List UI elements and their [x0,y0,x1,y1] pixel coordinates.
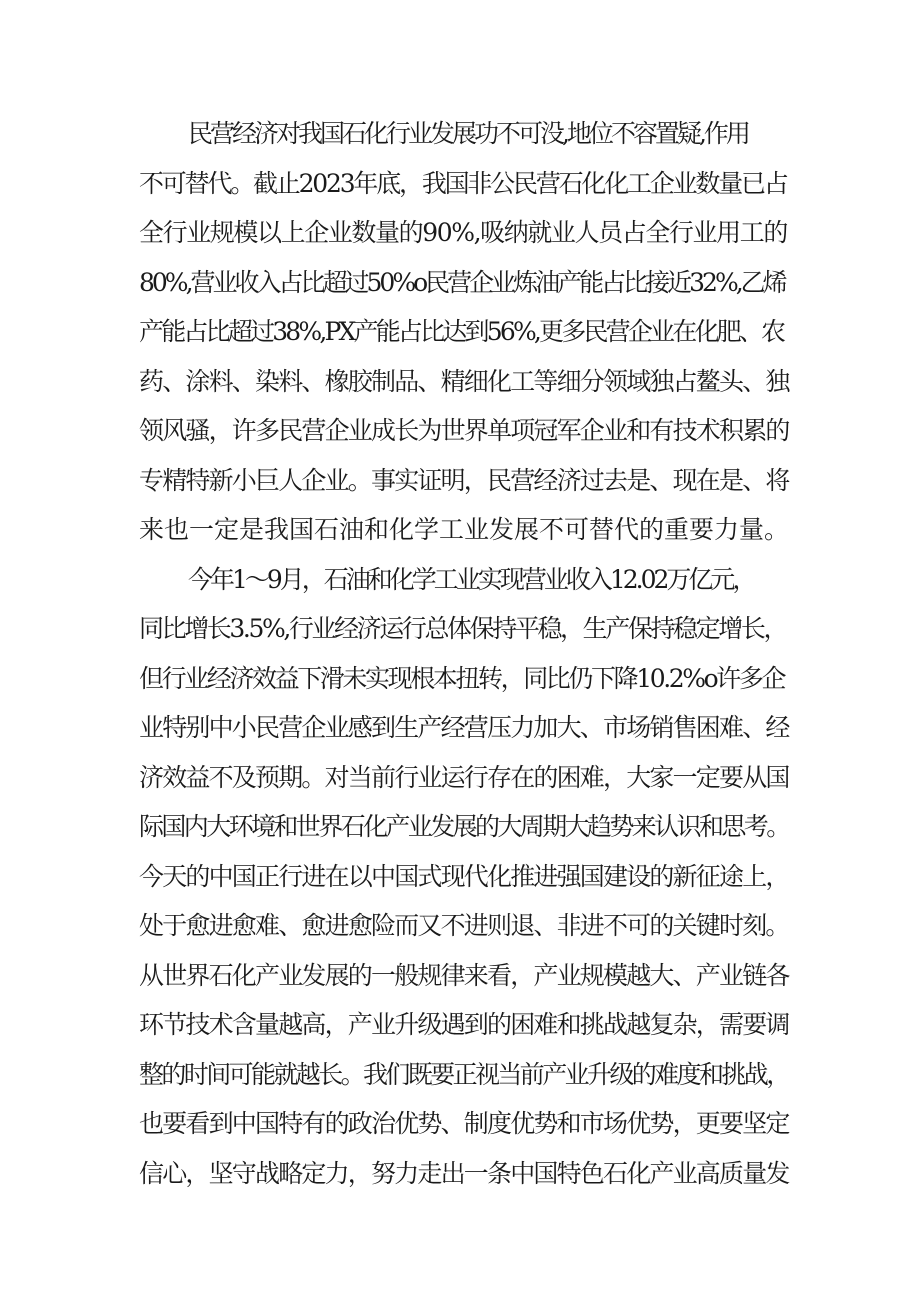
text-line: 但行业经济效益下滑未实现根本扭转，同比仍下降10.2%o许多企 [139,664,785,693]
text-line: 同比增长3.5%,行业经济运行总体保持平稳，生产保持稳定增长， [139,614,787,643]
text-line: 今年1〜9月，石油和化学工业实现营业收入12.02万亿元， [188,565,755,594]
text-line: 济效益不及预期。对当前行业运行存在的困难，大家一定要从国 [139,763,789,792]
text-line: 专精特新小巨人企业。事实证明，民营经济过去是、现在是、将 [139,466,789,495]
text-line: 来也一定是我国石油和化学工业发展不可替代的重要力量。 [139,515,790,544]
text-line: 药、涂料、染料、橡胶制品、精细化工等细分领域独占鳌头、独 [139,367,789,396]
text-line: 也要看到中国特有的政治优势、制度优势和市场优势，更要坚定 [139,1109,789,1138]
text-line: 业特别中小民营企业感到生产经营压力加大、市场销售困难、经 [139,713,789,742]
text-line: 全行业规模以上企业数量的90%,吸纳就业人员占全行业用工的 [139,218,787,247]
text-line: 环节技术含量越高，产业升级遇到的困难和挑战越复杂，需要调 [139,1010,789,1039]
text-line: 领风骚，许多民营企业成长为世界单项冠军企业和有技术积累的 [139,416,789,445]
text-line: 产能占比超过38%,PX产能占比达到56%,更多民营企业在化肥、农 [139,317,784,346]
text-line: 民营经济对我国石化行业发展功不可没,地位不容置疑,作用 [188,119,748,148]
text-line: 际国内大环境和世界石化产业发展的大周期大趋势来认识和思考。 [139,812,789,841]
text-line: 从世界石化产业发展的一般规律来看，产业规模越大、产业链各 [139,961,789,990]
text-line: 信心，坚守战略定力，努力走出一条中国特色石化产业高质量发 [139,1159,789,1188]
text-line: 今天的中国正行进在以中国式现代化推进强国建设的新征途上， [139,862,789,891]
text-line: 整的时间可能就越长。我们既要正视当前产业升级的难度和挑战， [139,1060,789,1089]
text-line: 处于愈进愈难、愈进愈险而又不进则退、非进不可的关键时刻。 [139,911,789,940]
text-line: 不可替代。截止2023年底，我国非公民营石化化工企业数量已占 [139,169,787,198]
text-line: 80%,营业收入占比超过50%o民营企业炼油产能占比接近32%,乙烯 [139,268,785,297]
